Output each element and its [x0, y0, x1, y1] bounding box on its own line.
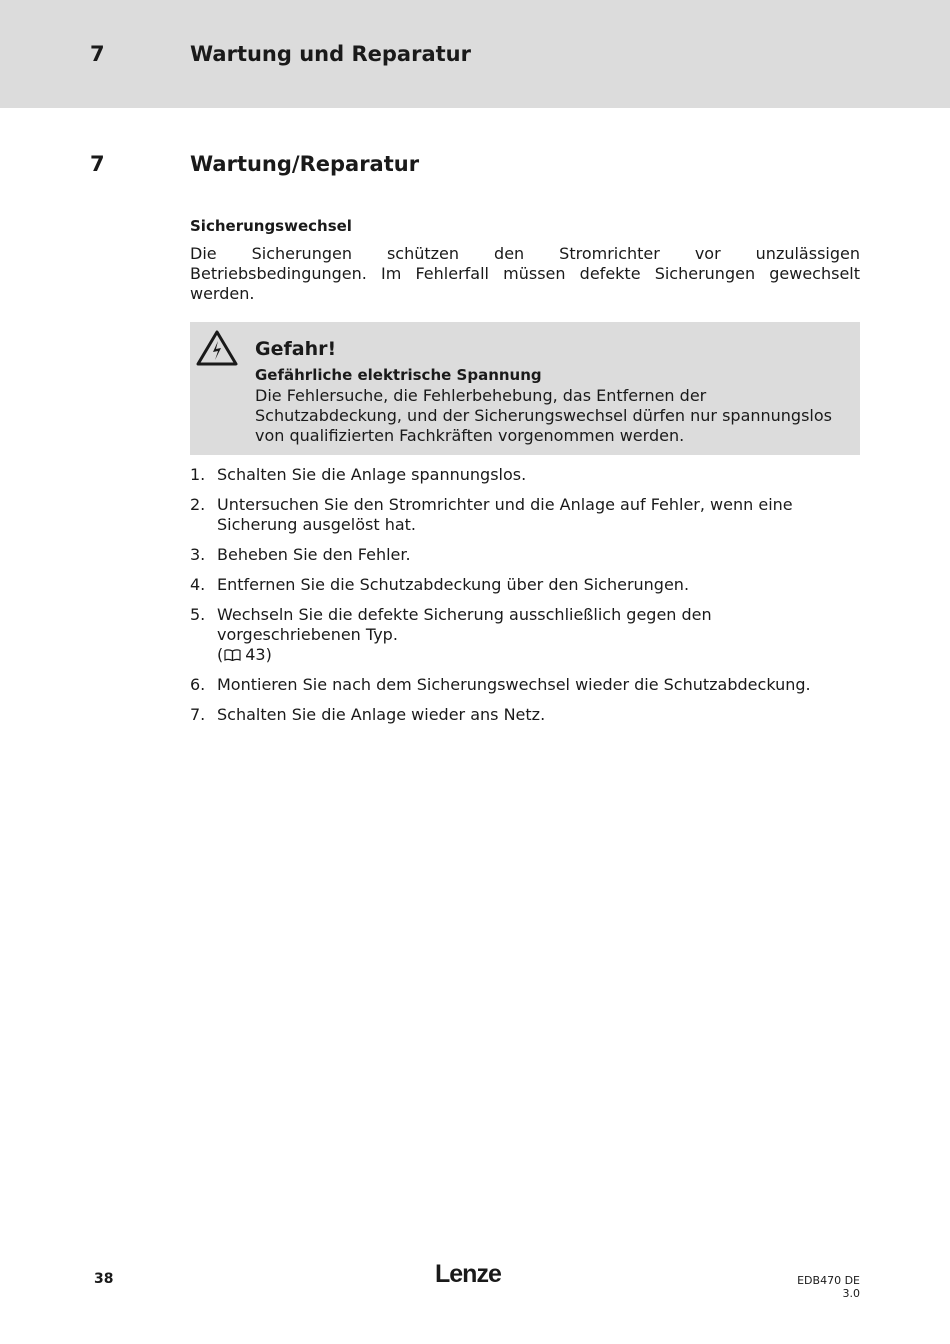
list-item	[190, 675, 860, 695]
step-text: Beheben Sie den Fehler.	[217, 545, 411, 564]
step-number: 3.	[190, 545, 206, 564]
warning-body: Die Fehlersuche, die Fehlerbehebung, das Entfernen der Schutzabdeckung, und der Sicherungswechsel dürfen nur spannungslos von qualifizierten Fachkräften vorgenommen werden.	[255, 386, 832, 445]
chapter-number: 7	[90, 42, 105, 66]
section-number: 7	[90, 152, 105, 176]
reference-close-paren: )	[265, 645, 272, 664]
lenze-logo: Lenze	[435, 1260, 501, 1288]
chapter-header	[0, 0, 950, 108]
step-text: Schalten Sie die Anlage wieder ans Netz.	[217, 705, 546, 724]
page-number: 38	[94, 1271, 114, 1287]
step-text: Untersuchen Sie den Stromrichter und die Anlage auf Fehler, wenn eine Sicherung ausgelöst hat.	[217, 495, 793, 534]
warning-subtitle: Gefährliche elektrische Spannung	[255, 366, 542, 384]
step-number: 1.	[190, 465, 206, 484]
step-number: 2.	[190, 495, 206, 514]
section-title: Wartung/Reparatur	[190, 152, 420, 176]
warning-title: Gefahr!	[255, 338, 337, 360]
list-item	[190, 465, 860, 485]
subheading: Sicherungswechsel	[190, 217, 352, 235]
list-item	[190, 495, 860, 535]
procedure-steps	[190, 465, 860, 725]
list-item	[190, 545, 860, 565]
step-text: Wechseln Sie die defekte Sicherung ausschließlich gegen den vorgeschriebenen Typ.	[217, 605, 712, 644]
main-content	[190, 214, 860, 735]
list-item	[190, 605, 860, 665]
reference-page[interactable]: 43	[245, 645, 266, 664]
step-number: 5.	[190, 605, 206, 624]
reference-open-paren: (	[217, 645, 224, 664]
step-text: Montieren Sie nach dem Sicherungswechsel wieder die Schutzabdeckung.	[217, 675, 811, 694]
step-number: 7.	[190, 705, 206, 724]
step-number: 4.	[190, 575, 206, 594]
book-reference-icon	[224, 649, 241, 661]
chapter-title: Wartung und Reparatur	[190, 42, 471, 66]
intro-paragraph: Die Sicherungen schützen den Stromrichter vor unzulässigen Betriebsbedingungen. Im Fehlerfall müssen defekte Sicherungen gewechselt werden.	[190, 244, 860, 303]
step-text: Schalten Sie die Anlage spannungslos.	[217, 465, 527, 484]
electric-shock-warning-icon	[196, 330, 238, 366]
list-item	[190, 575, 860, 595]
step-number: 6.	[190, 675, 206, 694]
step-text: Entfernen Sie die Schutzabdeckung über den Sicherungen.	[217, 575, 690, 594]
danger-warning-box	[190, 322, 860, 455]
document-id: EDB470 DE 3.0	[797, 1274, 860, 1300]
warning-text	[255, 336, 850, 446]
list-item	[190, 705, 860, 725]
